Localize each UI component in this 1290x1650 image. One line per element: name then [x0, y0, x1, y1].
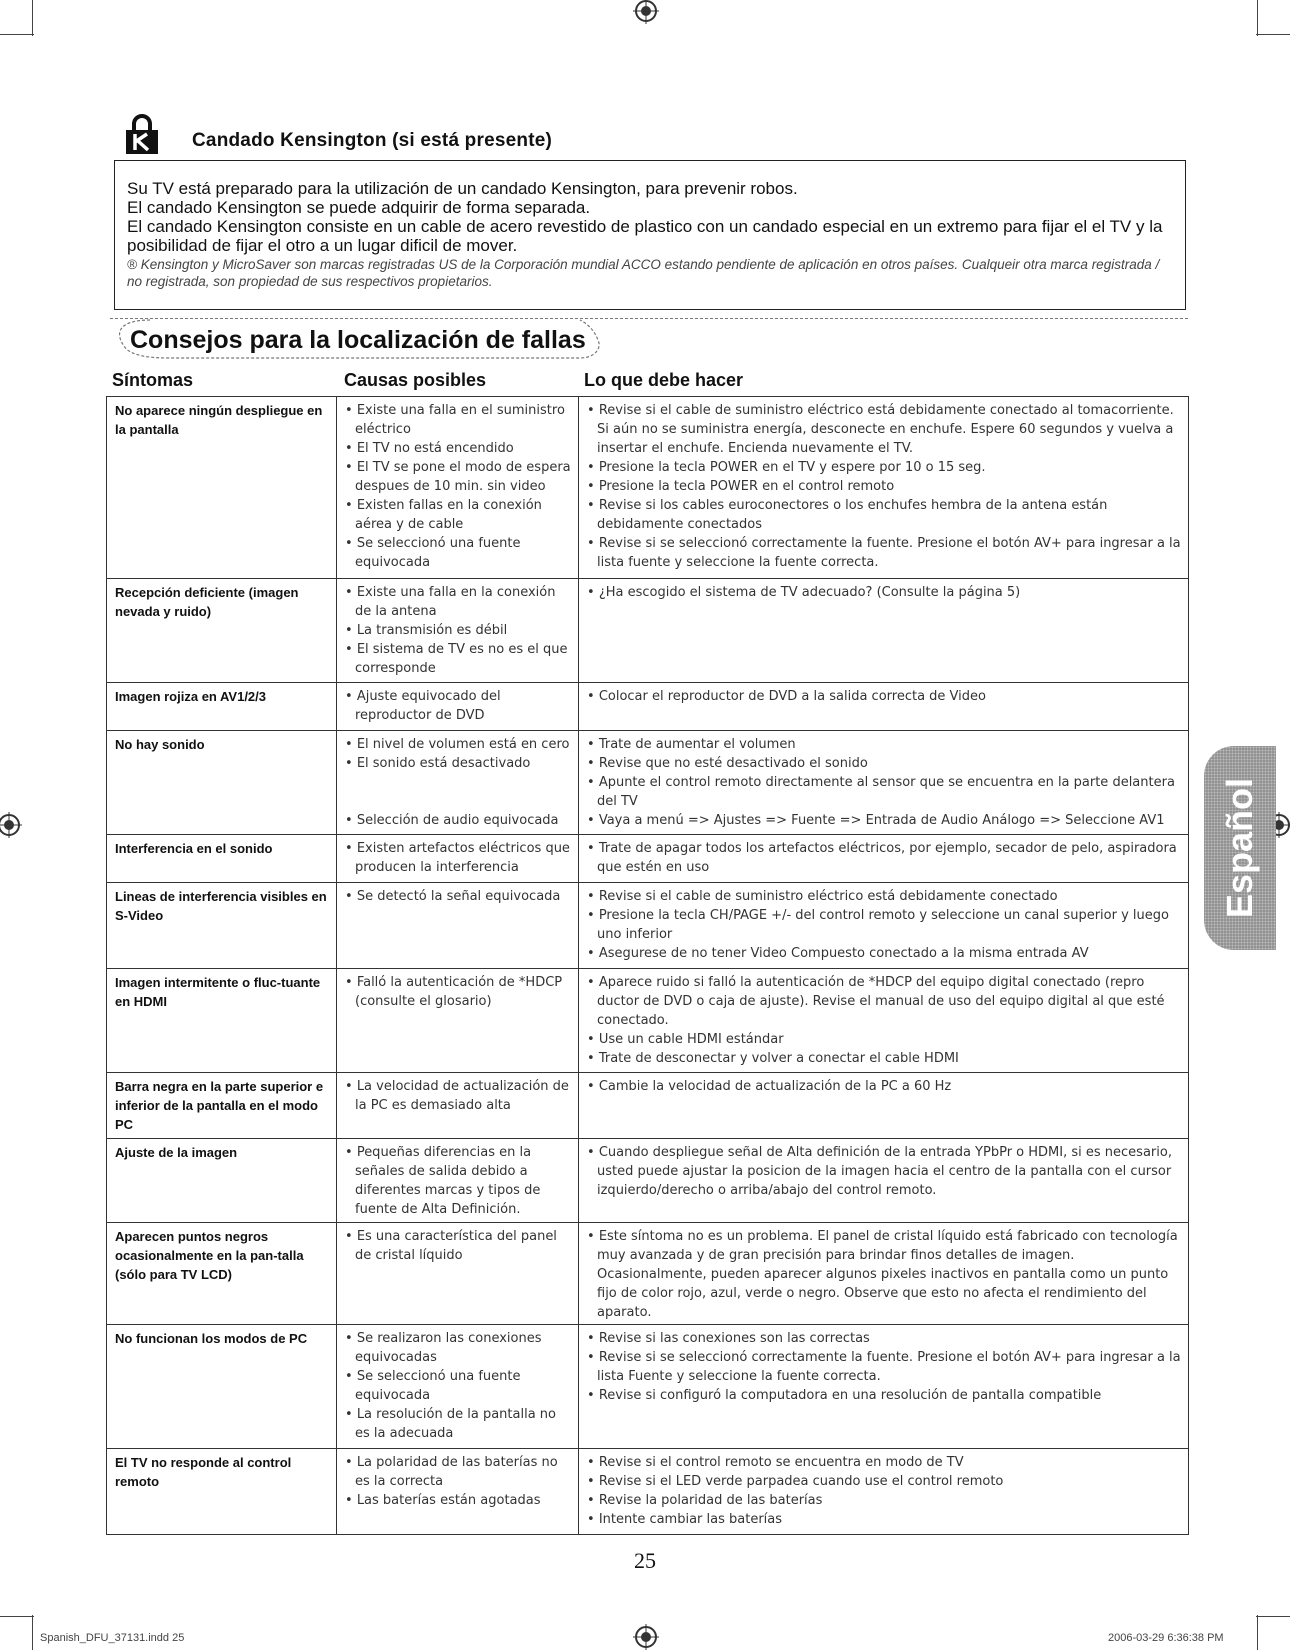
action-item: • Revise si el control remoto se encuentra en modo de TV [587, 1453, 1182, 1472]
action-item: • Colocar el reproductor de DVD a la salida correcta de Video [587, 687, 1182, 706]
action-item: • Aparece ruido si falló la autenticación de *HDCP del equipo digital conectado (repro ductor de DVD o caja de ajuste). Revise el manual de uso del equipo digital al que esté conectado. [587, 973, 1182, 1030]
crop-mark [32, 0, 33, 36]
action-item: • Revise si los cables euroconectores o los enchufes hembra de la antena están debidamente conectados [587, 496, 1182, 534]
table-row [107, 397, 1189, 579]
kensington-line: Su TV está preparado para la utilización de un candado Kensington, para prevenir robos. [127, 179, 798, 198]
table-row [107, 683, 1189, 731]
actions-cell [579, 1449, 1189, 1535]
crop-mark [1257, 0, 1258, 36]
kensington-info-box [114, 160, 1186, 310]
actions-cell [579, 1073, 1189, 1139]
trademark-note: ® Kensington y MicroSaver son marcas registradas US de la Corporación mundial ACCO estando pendiente de aplicación en otros países. Cualqueir otra marca registrada / no registrada, son propiedad de sus respectivos propietarios. [127, 257, 1160, 289]
symptom-cell: El TV no responde al control remoto [107, 1449, 337, 1535]
kensington-line: El candado Kensington se puede adquirir de forma separada. [127, 198, 591, 217]
cause-item: • La polaridad de las baterías no es la correcta [345, 1453, 572, 1491]
causes-cell [337, 397, 579, 579]
symptom-cell: No hay sonido [107, 731, 337, 835]
cause-item: • Ajuste equivocado del reproductor de DVD [345, 687, 572, 725]
table-row [107, 1223, 1189, 1325]
crop-mark [32, 1615, 33, 1650]
symptom-cell: Barra negra en la parte superior e inferior de la pantalla en el modo PC [107, 1073, 337, 1139]
cause-item: • La velocidad de actualización de la PC es demasiado alta [345, 1077, 572, 1115]
language-tab [1204, 746, 1276, 950]
column-header-causes: Causas posibles [344, 370, 487, 390]
table-row [107, 1325, 1189, 1449]
registration-mark-icon [635, 1626, 657, 1648]
causes-cell [337, 883, 579, 969]
registration-mark-icon [0, 814, 20, 836]
crop-mark [1257, 1615, 1258, 1650]
table-row [107, 835, 1189, 883]
cause-item: • Pequeñas diferencias en la señales de salida debido a diferentes marcas y tipos de fuente de Alta Definición. [345, 1143, 572, 1219]
action-item: • ¿Ha escogido el sistema de TV adecuado? (Consulte la página 5) [587, 583, 1182, 602]
action-item: • Intente cambiar las baterías [587, 1510, 1182, 1529]
crop-mark [1256, 1616, 1290, 1617]
action-item: • Apunte el control remoto directamente al sensor que se encuentra en la parte delantera del TV [587, 773, 1182, 811]
action-item: • Presione la tecla CH/PAGE +/- del control remoto y seleccione un canal superior y luego uno inferior [587, 906, 1182, 944]
action-item: • Trate de aumentar el volumen [587, 735, 1182, 754]
troubleshooting-table [106, 396, 1189, 1535]
action-item: • Cambie la velocidad de actualización de la PC a 60 Hz [587, 1077, 1182, 1096]
cause-item: • El TV no está encendido [345, 439, 572, 458]
table-row [107, 579, 1189, 683]
action-item: • Asegurese de no tener Video Compuesto conectado a la misma entrada AV [587, 944, 1182, 963]
symptom-cell: Imagen intermitente o fluc-tuante en HDMI [107, 969, 337, 1073]
action-item: • Vaya a menú => Ajustes => Fuente => Entrada de Audio Análogo => Seleccione AV1 [587, 811, 1182, 830]
causes-cell [337, 579, 579, 683]
action-item: • Revise si el LED verde parpadea cuando use el control remoto [587, 1472, 1182, 1491]
action-item: • Revise que no esté desactivado el sonido [587, 754, 1182, 773]
causes-cell [337, 683, 579, 731]
causes-cell [337, 1073, 579, 1139]
cause-item: • Es una característica del panel de cristal líquido [345, 1227, 572, 1265]
action-item: • Revise si el cable de suministro eléctrico está debidamente conectado [587, 887, 1182, 906]
actions-cell [579, 1139, 1189, 1223]
kensington-line: El candado Kensington consiste en un cable de acero revestido de plastico con un candado especial en un extremo para fijar el el TV y la posibilidad de fijar el otro a un lugar dificil de mover. [127, 217, 1163, 255]
action-item: • Revise si las conexiones son las correctas [587, 1329, 1182, 1348]
footer-timestamp: 2006-03-29 6:36:38 PM [1108, 1632, 1224, 1644]
action-item: • Presione la tecla POWER en el control remoto [587, 477, 1182, 496]
column-header-symptoms: Síntomas [112, 370, 194, 390]
actions-cell [579, 1223, 1189, 1325]
column-header-actions: Lo que debe hacer [584, 370, 744, 390]
registration-mark-icon [635, 0, 657, 22]
action-item: • Trate de desconectar y volver a conectar el cable HDMI [587, 1049, 1182, 1068]
kensington-lock-icon [126, 114, 158, 154]
action-item: • Revise la polaridad de las baterías [587, 1491, 1182, 1510]
symptom-cell: Interferencia en el sonido [107, 835, 337, 883]
causes-cell [337, 731, 579, 835]
cause-item: • Existen fallas en la conexión aérea y de cable [345, 496, 572, 534]
symptom-cell: Imagen rojiza en AV1/2/3 [107, 683, 337, 731]
cause-item: • Las baterías están agotadas [345, 1491, 572, 1510]
cause-item: • La resolución de la pantalla no es la adecuada [345, 1405, 572, 1443]
footer-filename: Spanish_DFU_37131.indd 25 [40, 1632, 185, 1644]
actions-cell [579, 579, 1189, 683]
cause-item: • El sonido está desactivado [345, 754, 572, 773]
cause-item: • El nivel de volumen está en cero [345, 735, 572, 754]
crop-mark [1256, 34, 1290, 35]
symptom-cell: Recepción deficiente (imagen nevada y ruido) [107, 579, 337, 683]
cause-item: • Existe una falla en el suministro eléctrico [345, 401, 572, 439]
actions-cell [579, 683, 1189, 731]
table-row [107, 969, 1189, 1073]
symptom-cell: Lineas de interferencia visibles en S-Video [107, 883, 337, 969]
cause-item: • Existe una falla en la conexión de la antena [345, 583, 572, 621]
cause-item: • Se seleccionó una fuente equivocada [345, 534, 572, 572]
actions-cell [579, 835, 1189, 883]
page-number: 25 [634, 1548, 656, 1573]
symptom-cell: Ajuste de la imagen [107, 1139, 337, 1223]
action-item: • Este síntoma no es un problema. El panel de cristal líquido está fabricado con tecnología muy avanzada y de gran precisión para brindar finos detalles de imagen. Ocasionalmente, pueden aparecer algunos pixeles inactivos en pantalla como un punto fijo de color rojo, azul, verde o negro. Observe que esto no afecta el rendimiento del aparato. [587, 1227, 1182, 1322]
actions-cell [579, 397, 1189, 579]
symptom-cell: No aparece ningún despliegue en la pantalla [107, 397, 337, 579]
cause-item: • Existen artefactos eléctricos que producen la interferencia [345, 839, 572, 877]
action-item: • Cuando despliegue señal de Alta definición de la entrada YPbPr o HDMI, si es necesario, usted puede ajustar la posicion de la imagen hacia el centro de la pantalla con el cursor izquierdo/derecho o arriba/abajo del control remoto. [587, 1143, 1182, 1200]
actions-cell [579, 969, 1189, 1073]
cause-item: • El sistema de TV es no es el que corresponde [345, 640, 572, 678]
action-item: • Revise si se seleccionó correctamente la fuente. Presione el botón AV+ para ingresar a la lista Fuente y seleccione la fuente correcta. [587, 1348, 1182, 1386]
action-item: • Use un cable HDMI estándar [587, 1030, 1182, 1049]
actions-cell [579, 731, 1189, 835]
causes-cell [337, 1449, 579, 1535]
actions-cell [579, 1325, 1189, 1449]
table-row [107, 883, 1189, 969]
table-row [107, 731, 1189, 835]
cause-item: • Falló la autenticación de *HDCP (consulte el glosario) [345, 973, 572, 1011]
actions-cell [579, 883, 1189, 969]
symptom-cell: Aparecen puntos negros ocasionalmente en la pan-talla (sólo para TV LCD) [107, 1223, 337, 1325]
cause-item: • La transmisión es débil [345, 621, 572, 640]
section-title: Consejos para la localización de fallas [130, 326, 586, 354]
action-item: • Revise si se seleccionó correctamente la fuente. Presione el botón AV+ para ingresar a la lista fuente y seleccione la fuente correcta. [587, 534, 1182, 572]
action-item: • Trate de apagar todos los artefactos eléctricos, por ejemplo, secador de pelo, aspiradora que estén en uso [587, 839, 1182, 877]
table-row [107, 1449, 1189, 1535]
cause-item: • Se seleccionó una fuente equivocada [345, 1367, 572, 1405]
cause-item: • Se realizaron las conexiones equivocadas [345, 1329, 572, 1367]
action-item: • Revise si el cable de suministro eléctrico está debidamente conectado al tomacorriente. Si aún no se suministra energía, desconecte en enchufe. Espere 60 segundos y vuelva a insertar el enchufe. Encienda nuevamente el TV. [587, 401, 1182, 458]
causes-cell [337, 835, 579, 883]
causes-cell [337, 1325, 579, 1449]
cause-item: • Selección de audio equivocada [345, 811, 572, 830]
section-header [110, 318, 1190, 360]
crop-mark [0, 34, 34, 35]
table-row [107, 1139, 1189, 1223]
causes-cell [337, 1223, 579, 1325]
crop-mark [0, 1616, 34, 1617]
language-tab-label: Español [1219, 777, 1260, 919]
causes-cell [337, 1139, 579, 1223]
action-item: • Revise si configuró la computadora en una resolución de pantalla compatible [587, 1386, 1182, 1405]
table-row [107, 1073, 1189, 1139]
action-item: • Presione la tecla POWER en el TV y espere por 10 o 15 seg. [587, 458, 1182, 477]
causes-cell [337, 969, 579, 1073]
cause-item: • El TV se pone el modo de espera despues de 10 min. sin video [345, 458, 572, 496]
kensington-title: Candado Kensington (si está presente) [192, 130, 553, 151]
cause-item: • Se detectó la señal equivocada [345, 887, 572, 906]
symptom-cell: No funcionan los modos de PC [107, 1325, 337, 1449]
